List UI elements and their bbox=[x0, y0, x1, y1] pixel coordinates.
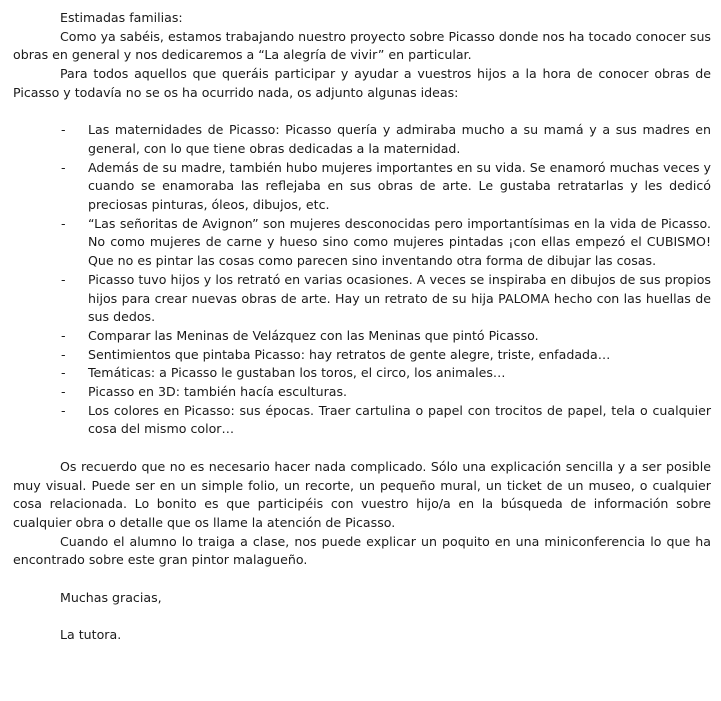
list-item bbox=[13, 159, 711, 215]
bullet-dash: - bbox=[61, 271, 66, 287]
idea-text: Además de su madre, también hubo mujeres importantes en su vida. Se enamoró muchas veces y cuando se enamoraba las reflejaba en sus obras de arte. Le gustaba retratarlas y les dedicó preciosas pinturas, óleos, dibujos, etc. bbox=[88, 159, 711, 213]
bullet-dash: - bbox=[61, 122, 66, 138]
ideas-list bbox=[13, 121, 711, 439]
help-paragraph: Para todos aquellos que queráis participar y ayudar a vuestros hijos a la hora de conocer obras de Picasso y todavía no se os ha ocurrido nada, os adjunto algunas ideas: bbox=[13, 66, 711, 100]
presentation-paragraph: Cuando el alumno lo traiga a clase, nos puede explicar un poquito en una miniconferencia lo que ha encontrado sobre este gran pintor malagueño. bbox=[13, 533, 711, 568]
bullet-dash: - bbox=[61, 384, 66, 400]
bullet-dash: - bbox=[61, 327, 66, 343]
idea-text: Picasso tuvo hijos y los retrató en varias ocasiones. A veces se inspiraba en dibujos de sus propios hijos para crear nuevas obras de arte. Hay un retrato de su hija PALOMA hecho con las huellas de sus dedos. bbox=[88, 271, 711, 325]
idea-text: Comparar las Meninas de Velázquez con las Meninas que pintó Picasso. bbox=[88, 327, 539, 343]
greeting: Estimadas familias: bbox=[60, 10, 183, 25]
spacer bbox=[13, 570, 711, 589]
idea-text: Las maternidades de Picasso: Picasso quería y admiraba mucho a su mamá y a sus madres en general, con lo que tiene obras dedicadas a la maternidad. bbox=[88, 122, 711, 156]
idea-text: Sentimientos que pintaba Picasso: hay retratos de gente alegre, triste, enfadada… bbox=[88, 346, 611, 362]
signature: La tutora. bbox=[60, 627, 122, 643]
intro-paragraph: Como ya sabéis, estamos trabajando nuestro proyecto sobre Picasso donde nos ha tocado conocer sus obras en general y nos dedicaremos a “La alegría de vivir” en particular. bbox=[13, 28, 711, 63]
letter-document bbox=[13, 9, 711, 645]
reminder-paragraph: Os recuerdo que no es necesario hacer nada complicado. Sólo una explicación sencilla y a ser posible muy visual. Puede ser en un simple folio, un recorte, un pequeño mural, un ticket de un museo, o cualquier cosa relacionada. Lo bonito es que participéis con vuestro hijo/a en la búsqueda de información sobre cualquier obra o detalle que os llame la atención de Picasso. bbox=[13, 458, 711, 530]
list-item bbox=[13, 327, 711, 346]
list-item bbox=[13, 271, 711, 327]
idea-text: Picasso en 3D: también hacía esculturas. bbox=[88, 384, 348, 400]
closing-thanks: Muchas gracias, bbox=[60, 589, 162, 605]
bullet-dash: - bbox=[61, 365, 66, 381]
list-item bbox=[13, 121, 711, 158]
idea-text: Temáticas: a Picasso le gustaban los toros, el circo, los animales… bbox=[88, 365, 506, 381]
bullet-dash: - bbox=[61, 346, 66, 362]
list-item bbox=[13, 346, 711, 365]
bullet-dash: - bbox=[61, 159, 66, 175]
idea-text: Los colores en Picasso: sus épocas. Traer cartulina o papel con trocitos de papel, tela o cualquier cosa del mismo color… bbox=[88, 402, 711, 437]
bullet-dash: - bbox=[61, 402, 66, 418]
list-item bbox=[13, 383, 711, 402]
list-item bbox=[13, 215, 711, 271]
idea-text: “Las señoritas de Avignon” son mujeres desconocidas pero importantísimas en la vida de Picasso. No como mujeres de carne y hueso sino como mujeres pintadas ¡con ellas empezó el CUBISMO! Que no es pintar las cosas como parecen sino inventando otra forma de dibujar las cosas. bbox=[88, 215, 711, 269]
bullet-dash: - bbox=[61, 215, 66, 231]
spacer bbox=[13, 607, 711, 626]
list-item bbox=[13, 402, 711, 439]
spacer bbox=[13, 439, 711, 458]
list-item bbox=[13, 364, 711, 383]
